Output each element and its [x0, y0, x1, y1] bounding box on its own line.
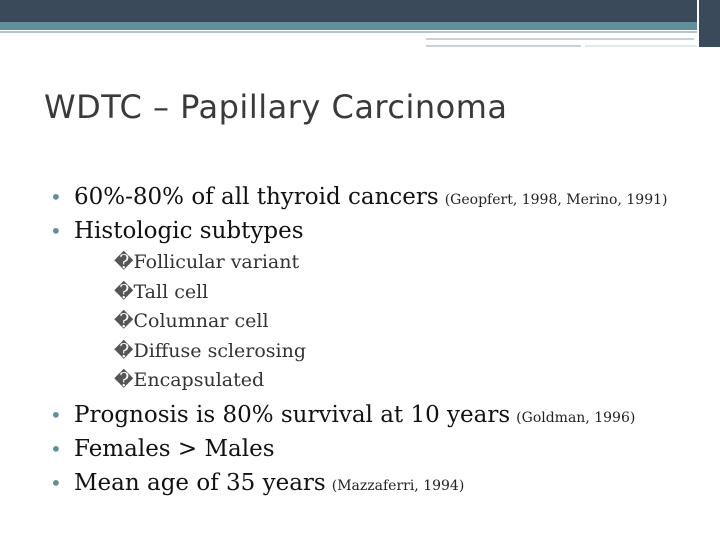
bullet-item [50, 432, 710, 466]
header-band-thin [0, 31, 697, 33]
bullet-marker: • [50, 402, 62, 427]
bullet-item [50, 466, 710, 500]
header-accent-line [426, 45, 581, 47]
sub-bullet-marker: � [114, 339, 134, 362]
bullet-text: Prognosis is 80% survival at 10 years [74, 401, 511, 428]
citation: (Goldman, 1996) [516, 409, 636, 426]
bullet-text: Mean age of 35 years [74, 469, 326, 496]
bullet-text: Females > Males [74, 435, 275, 462]
bullet-text: 60%-80% of all thyroid cancers [74, 184, 439, 210]
sub-bullet-text: Columnar cell [133, 310, 269, 332]
sub-bullet-marker: � [114, 310, 134, 332]
slide-title: WDTC – Papillary Carcinoma [44, 88, 508, 126]
bullet-marker: • [50, 470, 62, 495]
sub-bullet-marker: � [114, 251, 134, 273]
sub-bullet-item [114, 337, 710, 367]
sub-bullet-item [114, 307, 710, 337]
header-band-dark [0, 0, 697, 22]
bullet-item [50, 398, 710, 432]
sub-bullet-item [114, 248, 710, 278]
sub-bullet-text: Diffuse sclerosing [133, 339, 307, 362]
header-accent-line [426, 38, 694, 40]
subtype-list [114, 248, 710, 396]
bullet-item [50, 180, 710, 214]
sub-bullet-marker: � [114, 280, 134, 303]
bullet-text: Histologic subtypes [74, 218, 304, 244]
sub-bullet-item [114, 366, 710, 396]
sub-bullet-item [114, 278, 710, 308]
citation: (Geopfert, 1998, Merino, 1991) [444, 192, 668, 208]
header-corner-block [699, 0, 720, 47]
bullet-marker: • [50, 219, 62, 243]
sub-bullet-text: Tall cell [133, 280, 209, 303]
sub-bullet-text: Follicular variant [133, 251, 300, 273]
bullet-marker: • [50, 185, 62, 209]
citation: (Mazzaferri, 1994) [331, 477, 465, 494]
sub-bullet-marker: � [114, 369, 134, 391]
sub-bullet-text: Encapsulated [133, 369, 265, 391]
bullet-item [50, 214, 710, 248]
header-band-teal [0, 22, 697, 30]
bullet-list [50, 180, 710, 500]
bullet-marker: • [50, 436, 62, 461]
header-accent-line [585, 45, 697, 47]
